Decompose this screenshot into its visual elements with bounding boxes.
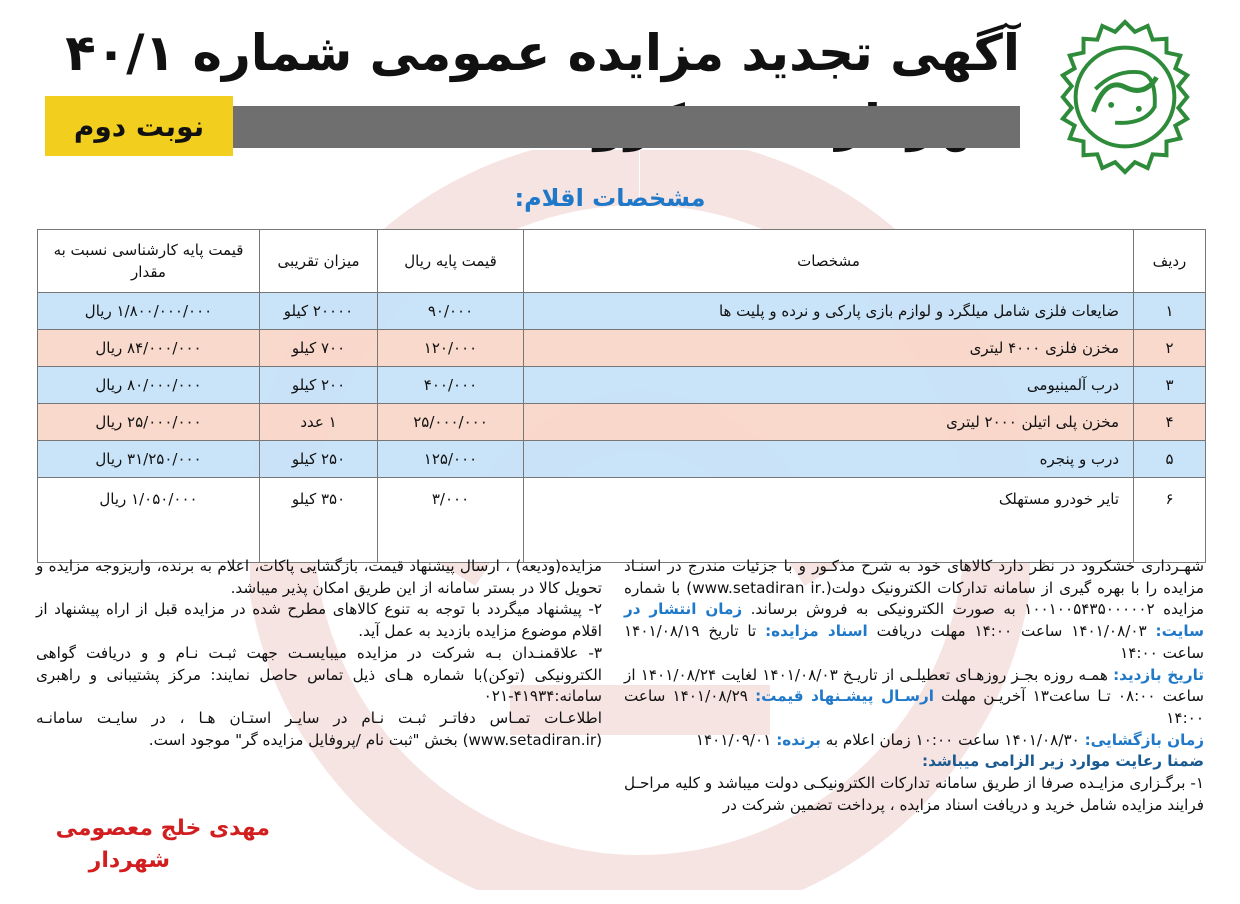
visit-text: همـه روزه بجـز روزهـای تعطیلـی از تاریـخ ۱۴۰۱/۰۸/۰۳ لغایت ۱۴۰۱/۰۸/۲۴ از ساعت ۰۸:۰۰ تـا ساعت۱۳ آخریـن مهلت (624, 665, 1205, 706)
col-header-base-price: قیمت پایه ریال (378, 230, 524, 293)
publish-text: ۱۴۰۱/۰۸/۰۳ ساعت ۱۴:۰۰ مهلت دریافت (876, 622, 1147, 641)
left-paragraph-2: ۲- پیشنهاد میگردد با توجه به تنوع کالاهای مطرح شده در مزایده قبل از اراه پیشنهاد از اقلام موضوع مزایده بازدید به عمل آید. (36, 600, 602, 641)
row-total: ۱/۸۰۰/۰۰۰/۰۰۰ ریال (38, 293, 260, 330)
offer-text: ۱۴۰۱/۰۸/۲۹ ساعت ۱۴:۰۰ (624, 687, 1204, 727)
note-1: ۱- برگـزاری مزایـده صرفا از طریق سامانه تدارکات الکترونیکـی دولت میباشد و کلیه مراحـل فرایند مزایده شامل خرید و دریافت اسناد مزایده ، پرداخت تضمین شرکت در (624, 774, 1204, 814)
col-header-row: ردیف (1134, 230, 1206, 293)
row-price: ۳/۰۰۰ (378, 478, 524, 563)
table-row (38, 441, 1206, 478)
row-qty: ۷۰۰ کیلو (260, 330, 378, 367)
municipality-logo (1046, 18, 1204, 176)
row-total: ۳۱/۲۵۰/۰۰۰ ریال (38, 441, 260, 478)
row-number: ۱ (1134, 293, 1206, 330)
docs-text: تا تاریخ ۱۴۰۱/۰۸/۱۹ ساعت ۱۴:۰۰ (624, 622, 1204, 662)
items-table (37, 229, 1206, 563)
publish-label: زمان انتشار در سایت: (624, 600, 1205, 641)
row-number: ۳ (1134, 367, 1206, 404)
row-spec: مخزن فلزی ۴۰۰۰ لیتری (524, 330, 1134, 367)
signatory-role: شهردار (88, 848, 170, 873)
docs-label: اسناد مزایده: (765, 622, 868, 641)
winner-label: برنده: (776, 730, 821, 749)
opening-label: زمان بازگشایی: (1084, 730, 1204, 749)
left-paragraph-4: اطلاعـات تمـاس دفاتـر ثبـت نـام در سایـر استـان هـا ، در سایـت سامانـه (www.setadiran.ir) بخش "ثبت نام /پروفایل مزایده گر" موجود است. (36, 708, 602, 749)
visit-label: تاریخ بازدید: (1113, 665, 1204, 684)
left-paragraph-3: ۳- علاقمنـدان بـه شرکت در مزایده میبایسـت جهت ثبـت نـام و و دریافت گواهی الکترونیکی (توکن)با شماره هـای ذیل تماس حاصل نمایند: مرکز پشتیبانی و راهبری سامانه:۴۱۹۳۴-۰۲۱ (36, 643, 602, 706)
row-number: ۲ (1134, 330, 1206, 367)
row-qty: ۳۵۰ کیلو (260, 478, 378, 563)
row-qty: ۱ عدد (260, 404, 378, 441)
row-price: ۱۲۵/۰۰۰ (378, 441, 524, 478)
note-label: ضمنا رعایت موارد زیر الزامی میباشد: (922, 752, 1204, 771)
table-header-row (38, 230, 1206, 293)
table-row (38, 367, 1206, 404)
intro-text: شهـرداری خشکرود در نظر دارد کالاهای خود به شرح مذکـور و با جزئیات مندرج در اسنـاد مزایده را با بهره گیری از سامانه تدارکات الکترونیک دولت(.www.setadiran ir) با شماره مزایده ۱۰۰۱۰۰۵۴۳۵۰۰۰۰۰۲ به صورت الکترونیکی به فروش برساند. (624, 557, 1205, 619)
row-total: ۲۵/۰۰۰/۰۰۰ ریال (38, 404, 260, 441)
row-number: ۵ (1134, 441, 1206, 478)
row-total: ۸۰/۰۰۰/۰۰۰ ریال (38, 367, 260, 404)
row-spec: تایر خودرو مستهلک (524, 478, 1134, 563)
row-spec: درب و پنجره (524, 441, 1134, 478)
row-qty: ۲۰۰ کیلو (260, 367, 378, 404)
turn-badge: نوبت دوم (45, 96, 233, 156)
row-total: ۱/۰۵۰/۰۰۰ ریال (38, 478, 260, 563)
row-spec: درب آلمینیومی (524, 367, 1134, 404)
table-row (38, 404, 1206, 441)
row-number: ۶ (1134, 478, 1206, 563)
opening-text: ۱۴۰۱/۰۸/۳۰ ساعت ۱۰:۰۰ زمان اعلام به (825, 730, 1080, 749)
col-header-expert-price: قیمت پایه کارشناسی نسبت به مقدار (38, 230, 260, 293)
row-price: ۴۰۰/۰۰۰ (378, 367, 524, 404)
page-title: آگهی تجدید مزایده عمومی شماره ۴۰/۱ (65, 24, 1020, 82)
row-spec: مخزن پلی اتیلن ۲۰۰۰ لیتری (524, 404, 1134, 441)
row-number: ۴ (1134, 404, 1206, 441)
items-section-title: مشخصات اقلام: (514, 184, 706, 212)
announcement-body-right (624, 556, 1204, 816)
table-row (38, 478, 1206, 563)
table-row (38, 330, 1206, 367)
row-spec: ضایعات فلزی شامل میلگرد و لوازم بازی پارکی و نرده و پلیت ها (524, 293, 1134, 330)
signatory-name: مهدی خلج معصومی (55, 816, 270, 841)
row-price: ۲۵/۰۰۰/۰۰۰ (378, 404, 524, 441)
row-price: ۹۰/۰۰۰ (378, 293, 524, 330)
winner-text: ۱۴۰۱/۰۹/۰۱ (695, 730, 772, 749)
table-row (38, 293, 1206, 330)
offer-label: ارسـال پیشـنهاد قیمت: (755, 687, 934, 706)
left-paragraph-1: مزایده(ودیعه) ، ارسال پیشنهاد قیمت، بازگشایی پاکات، اعلام به برنده، واریزوجه مزایده و تحویل کالا در بستر سامانه از این طریق امکان پذیر میباشد. (36, 557, 602, 597)
row-qty: ۲۵۰ کیلو (260, 441, 378, 478)
col-header-spec: مشخصات (524, 230, 1134, 293)
row-qty: ۲۰۰۰۰ کیلو (260, 293, 378, 330)
col-header-quantity: میزان تقریبی (260, 230, 378, 293)
row-total: ۸۴/۰۰۰/۰۰۰ ریال (38, 330, 260, 367)
row-price: ۱۲۰/۰۰۰ (378, 330, 524, 367)
announcement-body-left (36, 556, 602, 751)
